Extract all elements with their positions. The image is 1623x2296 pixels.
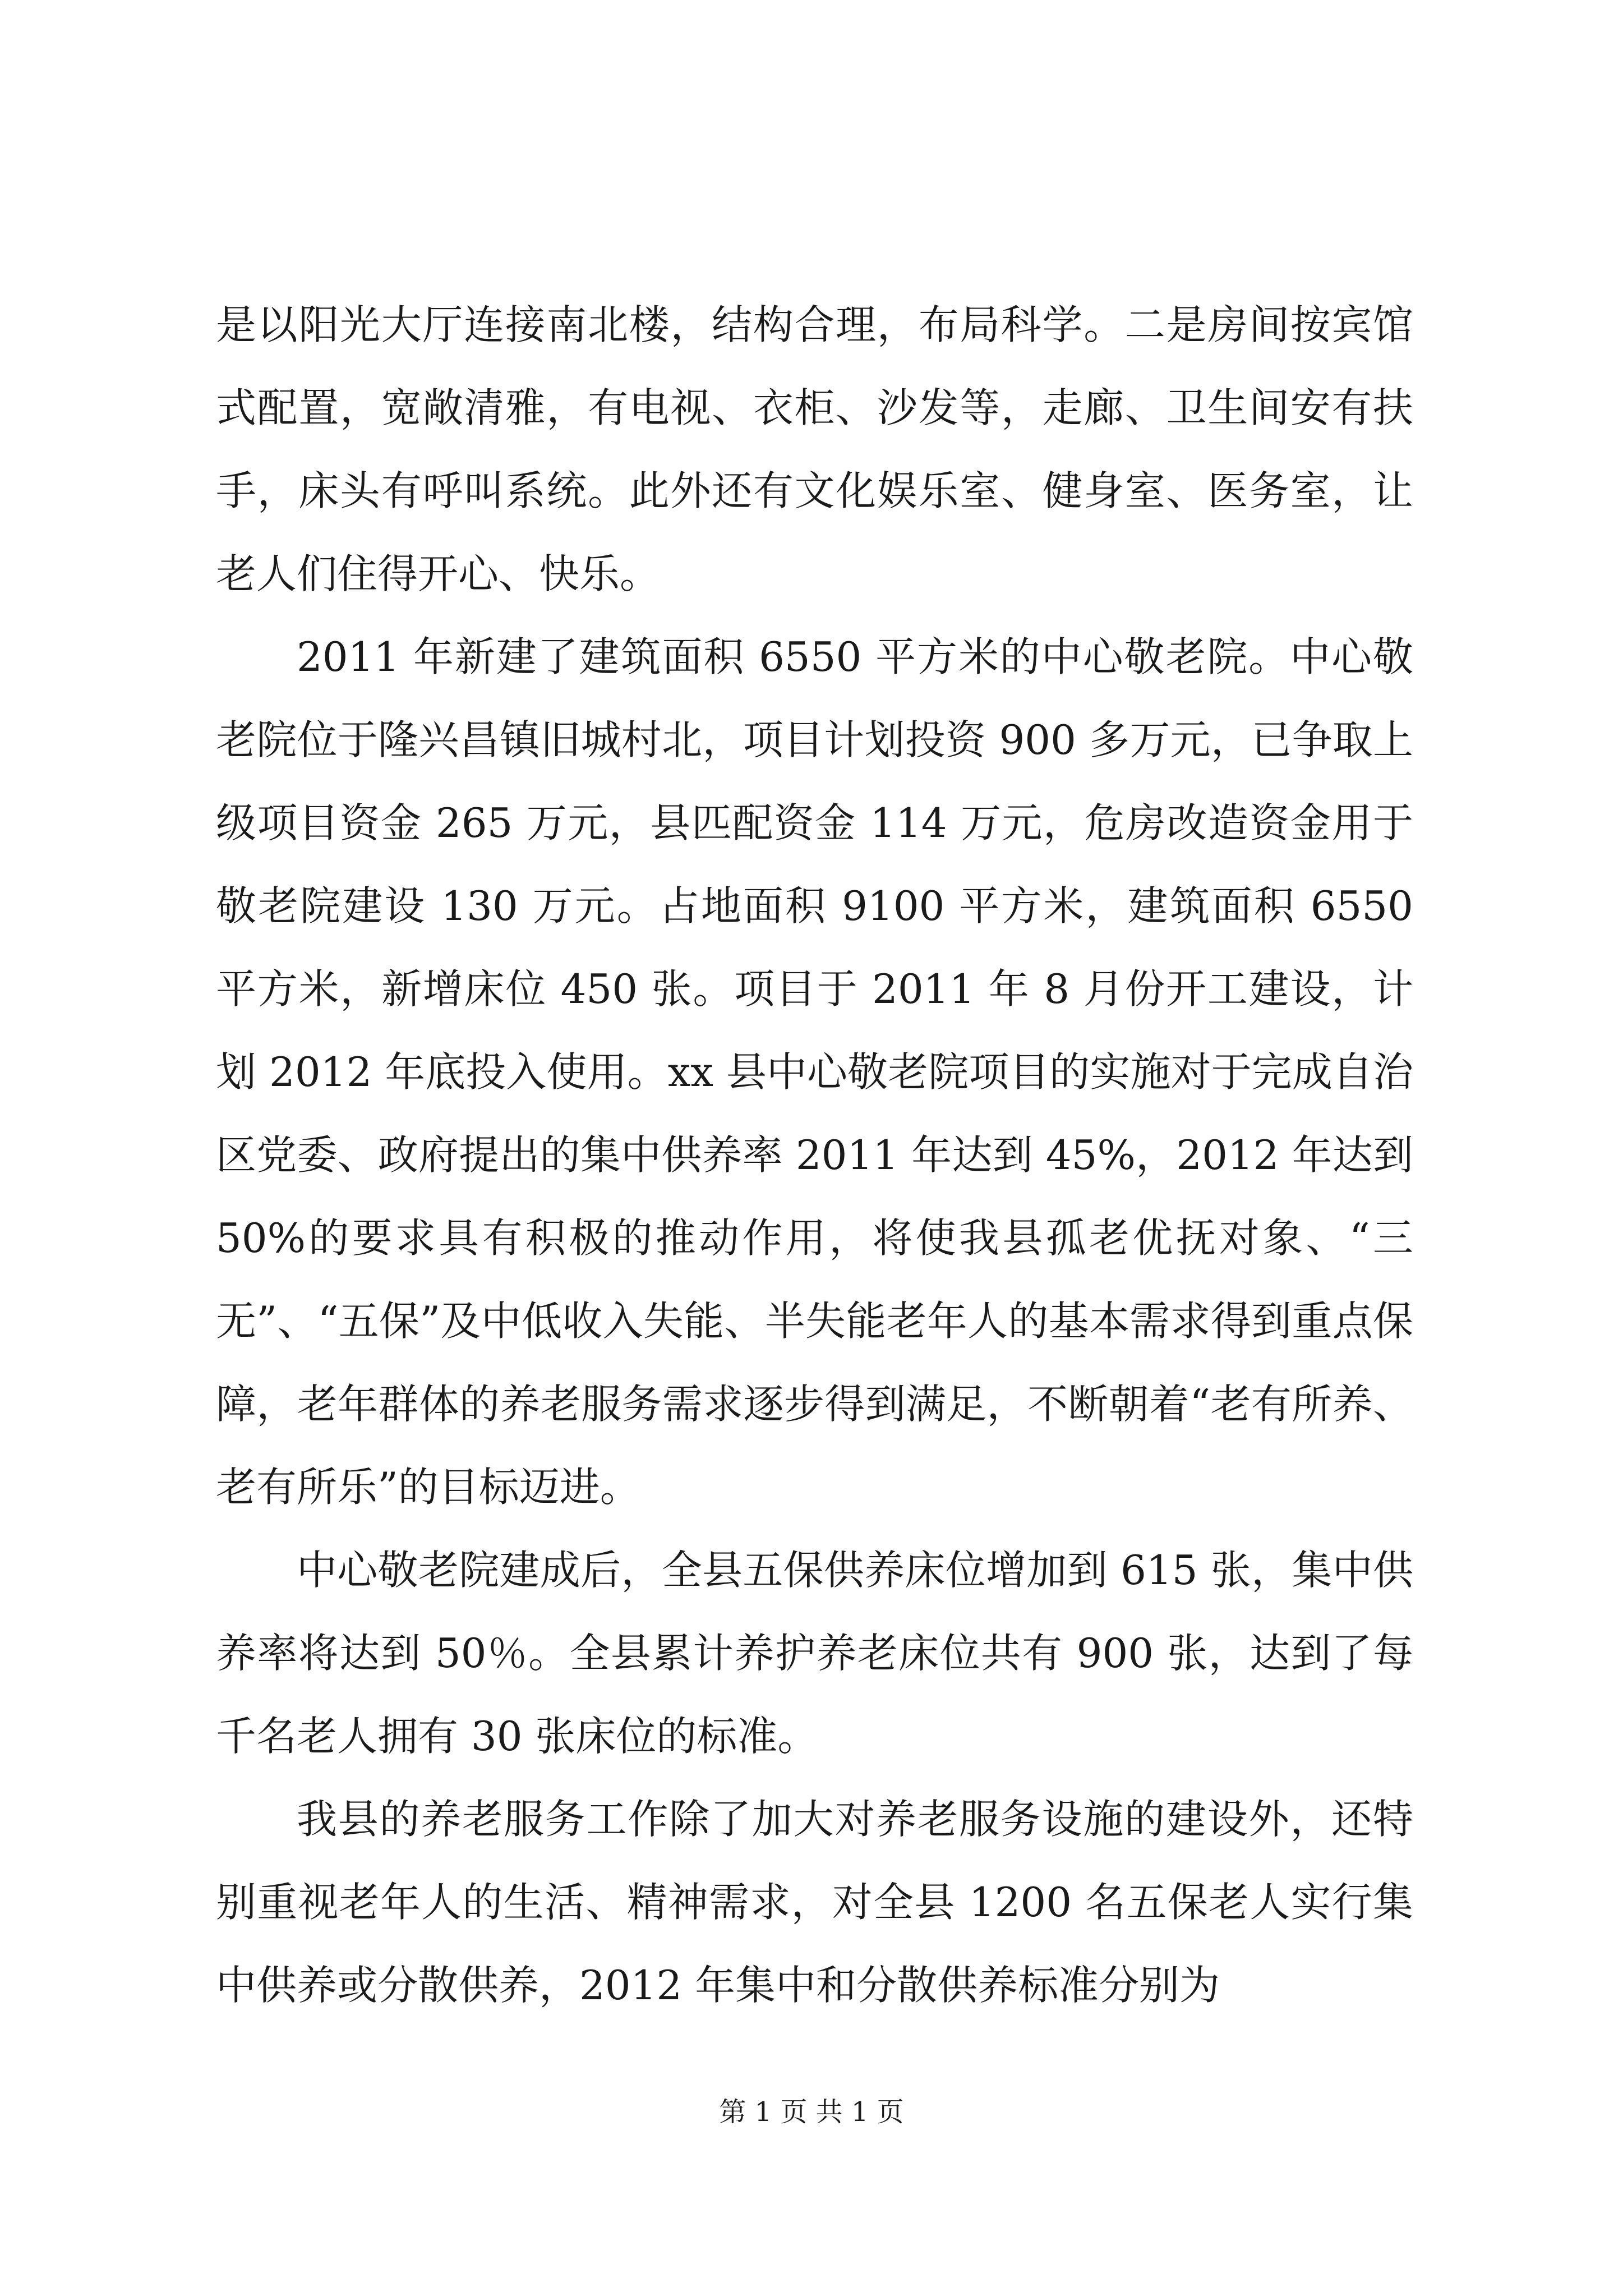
paragraph-4: 我县的养老服务工作除了加大对养老服务设施的建设外，还特别重视老年人的生活、精神需求，对全县 1200 名五保老人实行集中供养或分散供养，2012 年集中和分散供养标准分别为 xyxy=(216,1796,1413,2009)
document-body xyxy=(216,283,1413,2027)
paragraph-1: 是以阳光大厅连接南北楼，结构合理，布局科学。二是房间按宾馆式配置，宽敞清雅，有电视、衣柜、沙发等，走廊、卫生间安有扶手，床头有呼叫系统。此外还有文化娱乐室、健身室、医务室，让老人们住得开心、快乐。 xyxy=(216,301,1413,597)
paragraph-2: 2011 年新建了建筑面积 6550 平方米的中心敬老院。中心敬老院位于隆兴昌镇旧城村北，项目计划投资 900 多万元，已争取上级项目资金 265 万元，县匹配资金 114 万元，危房改造资金用于敬老院建设 130 万元。占地面积 9100 平方米，建筑面积 6550 平方米，新增床位 450 张。项目于 2011 年 8 月份开工建设，计划 2012 年底投入使用。xx 县中心敬老院项目的实施对于完成自治区党委、政府提出的集中供养率 2011 年达到 45%，2012 年达到 50%的要求具有积极的推动作用，将使我县孤老优抚对象、“三无”、“五保”及中低收入失能、半失能老年人的基本需求得到重点保障，老年群体的养老服务需求逐步得到满足，不断朝着“老有所养、老有所乐”的目标迈进。 xyxy=(216,633,1413,1511)
paragraph-3: 中心敬老院建成后，全县五保供养床位增加到 615 张，集中供养率将达到 50％。全县累计养护养老床位共有 900 张，达到了每千名老人拥有 30 张床位的标准。 xyxy=(216,1547,1413,1760)
page-footer: 第 1 页 共 1 页 xyxy=(719,2096,904,2128)
